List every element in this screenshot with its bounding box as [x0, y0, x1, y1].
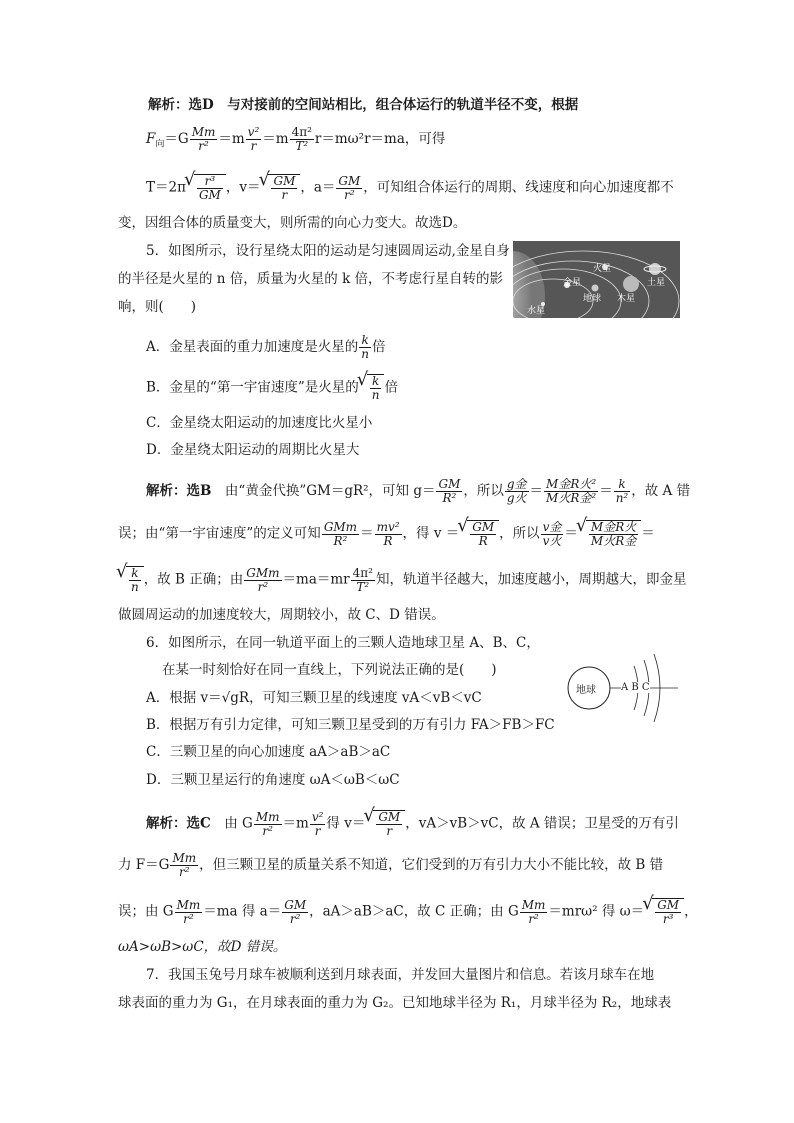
q6-option-d [146, 771, 400, 789]
fraction-den: r [281, 188, 288, 202]
question-6-line2 [162, 661, 497, 679]
analysis-text: 误；由 G [118, 903, 174, 920]
fraction [370, 375, 382, 402]
q5-option-c [146, 414, 372, 432]
jupiter-icon [623, 276, 639, 292]
fig-label-earth: 地球 [583, 294, 602, 304]
fraction [282, 899, 308, 926]
fraction [244, 567, 281, 594]
analysis-text: ＝ [599, 483, 613, 499]
analysis-text: ＝m [282, 815, 309, 832]
fraction-num: GMm [323, 519, 358, 534]
fraction [520, 899, 548, 926]
fraction [614, 478, 631, 505]
analysis-text: 得 v＝ [326, 815, 366, 832]
analysis-text: ，故 B 正确；由 [143, 571, 244, 588]
fraction [197, 175, 223, 202]
option-text: A．金星表面的重力加速度是火星的 [146, 339, 359, 355]
fraction-den: r² [257, 579, 269, 594]
fraction-den: r² [344, 187, 355, 202]
sqrt [652, 898, 684, 926]
fraction-den: r² [289, 911, 301, 926]
analysis-text: ，得 v ＝ [402, 525, 460, 542]
analysis-text: 力 F＝G [118, 857, 170, 873]
analysis-text: ＝ [564, 525, 578, 542]
sqrt [467, 520, 499, 548]
fraction [436, 478, 462, 505]
fraction-num: √ GM [472, 520, 495, 534]
fraction-den: M火R金² [546, 491, 597, 505]
fraction [376, 811, 402, 838]
fig-label-mercury: 水星 [527, 306, 546, 316]
option-text: 倍 [371, 339, 386, 355]
analysis-text: ，故 A 错 [631, 483, 691, 499]
fraction-den: n [361, 347, 369, 361]
analysis-text: ＝ [529, 483, 544, 499]
analysis-4-formula2 [146, 174, 674, 202]
question-text: 的半径是火星的 n 倍，质量为火星的 k 倍，不考虑行星自转的影 [118, 271, 504, 287]
fraction-num: 4π² [291, 125, 312, 139]
fraction [170, 852, 198, 879]
analysis-text: 误；由“第一宇宙速度”的定义可知 [118, 525, 321, 542]
fraction-num: Mm [172, 851, 197, 865]
analysis-6-line3 [118, 898, 698, 926]
fraction-num: k [359, 334, 371, 348]
fraction-den: R² [333, 533, 348, 548]
option-text: A．根据 v＝√gR，可知三颗卫星的线速度 vA＜vB＜vC [146, 690, 482, 706]
fraction-num: √ GM [273, 174, 296, 188]
fraction-den: T² [356, 579, 370, 594]
fraction-den: n [131, 580, 139, 594]
fraction [246, 126, 262, 153]
question-text: 响，则( ) [118, 299, 197, 315]
sqrt [194, 174, 226, 202]
analysis-text: ， [684, 903, 698, 920]
analysis-4-line4 [118, 214, 466, 232]
fraction [190, 126, 218, 153]
fraction [290, 126, 314, 153]
analysis-text: ，vA＞vB＞vC，故 A 错误；卫星受的万有引 [405, 815, 679, 832]
analysis-6-line4 [118, 938, 286, 956]
analysis-text: ＝ [360, 525, 374, 542]
fraction-den: r [250, 139, 257, 153]
fraction-num: GM [438, 477, 461, 491]
question-text: 在某一时刻恰好在同一直线上，下列说法正确的是( ) [162, 662, 497, 678]
fig-label-earth: 地球 [576, 685, 596, 696]
option-text: B．根据万有引力定律，可知三颗卫星受到的万有引力 FA＞FB＞FC [146, 717, 555, 733]
question-text: 5．如图所示，设行星绕太阳的运动是匀速圆周运动,金星自身 [146, 243, 510, 259]
fraction-den: r³ [662, 912, 674, 926]
formula-part: ＝m [262, 131, 289, 147]
sqrt [126, 566, 144, 594]
question-5-line2 [118, 270, 503, 288]
formula-part: ，可知组合体运行的周期、线速度和向心加速度都不 [363, 179, 674, 196]
fig-label-jupiter: 木星 [617, 294, 636, 304]
analysis-5-line2 [118, 520, 655, 548]
question-text: 6．如图所示，在同一轨道平面上的三颗人造地球卫星 A、B、C， [146, 635, 540, 651]
formula-sub: 向 [155, 139, 165, 150]
option-text: C．金星绕太阳运动的加速度比火星小 [146, 415, 373, 431]
sqrt [373, 810, 405, 838]
analysis-text: 知，轨道半径越大，加速度越小，周期越大，即金星 [375, 571, 687, 588]
q6-option-c [146, 743, 390, 761]
analysis-4-formula1 [146, 126, 445, 154]
fraction-num: Mm [191, 125, 216, 139]
analysis-head: 解析：选B [146, 483, 212, 499]
fraction-num: √ k [129, 567, 141, 581]
fraction [589, 521, 638, 548]
analysis-head: 解析：选C [146, 815, 211, 832]
question-5-line3 [118, 298, 196, 316]
question-6-line1 [146, 634, 540, 652]
fraction [544, 478, 598, 505]
formula-part: r＝mω²r＝ma，可得 [314, 131, 446, 147]
fraction-den: T² [295, 139, 309, 153]
fraction [336, 175, 362, 202]
question-7-line1 [146, 966, 654, 984]
fraction [375, 521, 402, 548]
sqrt [268, 174, 300, 202]
analysis-6-line2 [118, 852, 663, 879]
analysis-5-line3 [118, 566, 686, 594]
fraction-den: r² [528, 911, 539, 926]
fraction-den: R [383, 533, 393, 548]
analysis-text: 由“黄金代换”GM＝gR²，可知 g＝ [211, 483, 436, 499]
fraction-num: Mm [176, 897, 201, 912]
fraction-num: g金 [506, 477, 527, 491]
formula-part: ＝G [164, 131, 189, 147]
fraction-num: √ r³ [197, 175, 223, 189]
q6-option-a [146, 689, 482, 707]
fraction-num: GM [338, 173, 361, 188]
fraction-num: v² [311, 809, 324, 824]
question-text: 7．我国玉兔号月球车被顺利送到月球表面，并发回大量图片和信息。若该月球车在地 [146, 967, 655, 983]
fraction-num: GMm [246, 565, 280, 580]
fraction-den: r² [179, 865, 190, 879]
fraction [351, 567, 375, 594]
fig-label-saturn: 土星 [647, 278, 666, 288]
fraction-den: r [386, 824, 393, 838]
fraction-num: 4π² [352, 565, 373, 580]
fraction-den: v火 [542, 533, 562, 548]
analysis-4-text: 变，因组合体的质量变大，则所需的向心力变大。故选D。 [118, 215, 467, 231]
analysis-text: ＝ma＝mr [282, 571, 350, 588]
analysis-text: ＝mrω² 得 ω＝ [548, 903, 645, 920]
q5-option-b [146, 374, 398, 402]
analysis-4-line1 [148, 96, 578, 114]
option-text: 倍 [384, 379, 398, 396]
fraction [175, 899, 203, 926]
fraction-den: n² [615, 491, 629, 505]
fraction [541, 521, 564, 548]
formula-part: T＝2π [146, 179, 186, 196]
fraction-den: n [371, 388, 380, 402]
fraction-num: mv² [376, 519, 400, 534]
fraction-den: r² [262, 823, 273, 838]
fig-label-satellites: A B C [621, 682, 650, 693]
analysis-text: ＝ [641, 525, 655, 542]
fraction-num: v² [247, 125, 260, 139]
option-text: C．三颗卫星的向心加速度 aA＞aB＞aC [146, 744, 391, 760]
option-text: D．金星绕太阳运动的周期比火星大 [146, 442, 360, 458]
fraction [271, 175, 297, 202]
q5-option-a [146, 334, 385, 361]
analysis-5-line1 [146, 478, 690, 505]
fraction-num: M金R火² [546, 477, 597, 491]
fig-label-venus: 金星 [563, 278, 582, 288]
analysis-text: ，但三颗卫星的质量关系不知道，它们受到的万有引力大小不能比较，故 B 错 [199, 857, 664, 873]
analysis-4-text: 解析：选D 与对接前的空间站相比，组合体运行的轨道半径不变，根据 [148, 97, 579, 113]
sqrt [586, 520, 641, 548]
analysis-text: ，aA＞aB＞aC，故 C 正确；由 G [309, 903, 519, 920]
fraction [254, 811, 282, 838]
formula-part: ，a＝ [300, 179, 336, 196]
fraction-num: √ k [370, 375, 382, 389]
fraction [655, 899, 681, 926]
fraction-num: √ GM [657, 898, 680, 912]
fraction-den: r [314, 823, 321, 838]
fraction-den: R² [442, 491, 457, 505]
fraction-num: Mm [255, 809, 280, 824]
question-text: 球表面的重力为 G₁，在月球表面的重力为 G₂。已知地球半径为 R₁，月球半径为 R₂，地球表 [118, 995, 672, 1011]
fraction-num: v金 [542, 519, 562, 534]
fraction [129, 567, 141, 594]
satellite-figure [564, 652, 682, 724]
analysis-text: 由 G [210, 815, 253, 832]
fraction-den: R [478, 534, 488, 548]
fraction-den: r² [183, 911, 194, 926]
analysis-text: 做圆周运动的加速度较大，周期较小，故 C、D 错误。 [118, 607, 445, 623]
fraction [470, 521, 496, 548]
fraction-den: r² [198, 139, 209, 153]
formula-part: ＝m [218, 131, 245, 147]
fraction-den: g火 [506, 491, 527, 505]
analysis-text: ，所以 [463, 483, 504, 499]
sqrt [367, 374, 385, 402]
fraction [359, 334, 371, 361]
fraction-den: M火R金 [590, 534, 637, 548]
analysis-text: ＝ma 得 a＝ [203, 903, 282, 920]
fraction-den: GM [198, 188, 221, 202]
q6-option-b [146, 716, 555, 734]
fraction [322, 521, 359, 548]
fig-label-mars: 火星 [593, 264, 612, 274]
fraction-num: k [614, 478, 631, 492]
analysis-text: ωA>ωB>ωC，故D 错误。 [118, 939, 287, 955]
option-text: B．金星的“第一宇宙速度”是火星的 [146, 379, 359, 396]
formula-F: F [146, 131, 156, 147]
fraction-num: √ GM [378, 810, 401, 824]
fraction-num: GM [284, 897, 307, 912]
analysis-text: ，所以 [499, 525, 540, 542]
fraction-num: √ M金R火 [590, 520, 637, 534]
question-5-line1 [146, 242, 510, 260]
analysis-5-line4 [118, 606, 445, 624]
q5-option-d [146, 441, 359, 459]
fraction [505, 478, 529, 505]
option-text: D．三颗卫星运行的角速度 ωA＜ωB＜ωC [146, 772, 400, 788]
analysis-6-line1 [146, 810, 679, 838]
question-7-line2 [118, 994, 671, 1012]
solar-system-figure [513, 241, 680, 318]
formula-part: ，v＝ [225, 179, 261, 196]
fraction-num: Mm [521, 897, 546, 912]
saturn-icon [649, 263, 661, 275]
fraction [310, 811, 326, 838]
